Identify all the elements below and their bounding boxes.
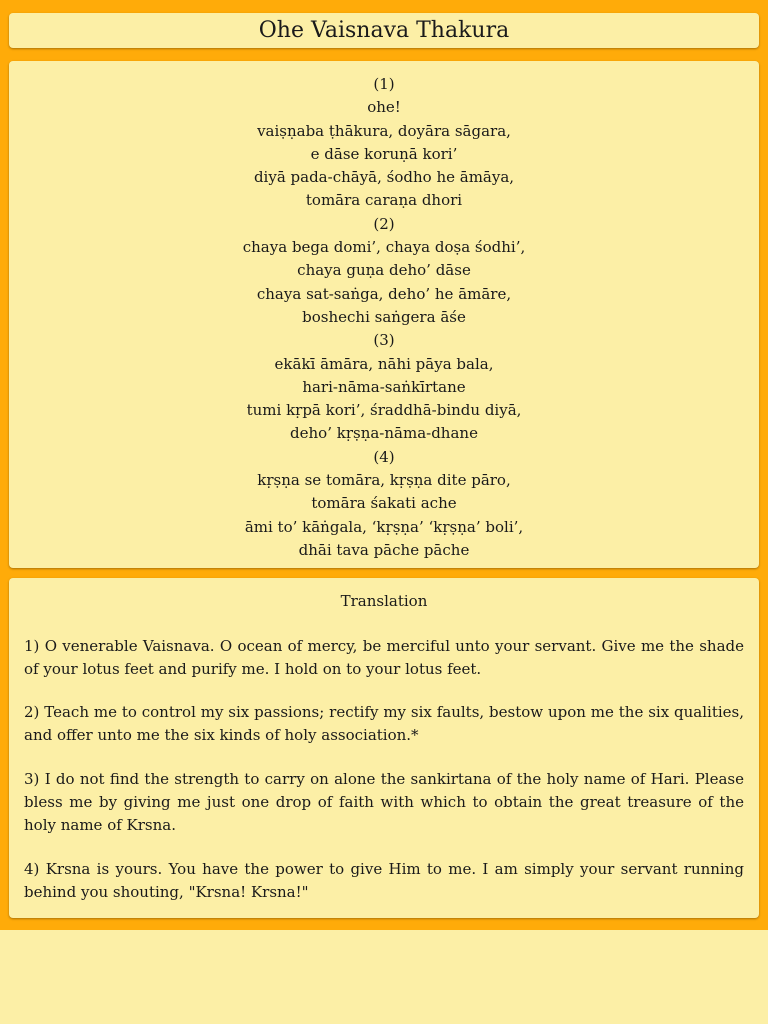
- translation-paragraph: 4) Krsna is yours. You have the power to give Him to me. I am simply your servant running behind you shouting, "Krsna! Krsna!": [24, 859, 744, 901]
- verse-line: chaya sat-saṅga, deho’ he āmāre,: [256, 284, 512, 303]
- verse-line: chaya bega domi’, chaya doṣa śodhi’,: [242, 238, 526, 257]
- verse-line: e dāse koruṇā kori’: [310, 144, 458, 163]
- verse-line: dhāi tava pāche pāche: [298, 540, 470, 559]
- verse-line: tomāra śakati ache: [311, 494, 457, 513]
- translation-paragraph: 3) I do not find the strength to carry on alone the sankirtana of the holy name of Hari. Please bless me by giving me just one drop of faith with which to obtain the great treasure of the holy name of Krsna.: [24, 769, 744, 835]
- verse-line: boshechi saṅgera āśe: [302, 307, 466, 326]
- verse-line: (4): [373, 447, 395, 466]
- verse-line: ekākī āmāra, nāhi pāya bala,: [274, 354, 494, 373]
- verse-line: āmi to’ kāṅgala, ‘kṛṣṇa’ ‘kṛṣṇa’ boli’,: [244, 517, 524, 536]
- title-card: [9, 13, 759, 48]
- translation-paragraph: 2) Teach me to control my six passions; rectify my six faults, bestow upon me the six qualities, and offer unto me the six kinds of holy association.*: [24, 703, 744, 745]
- verse-line: kṛṣṇa se tomāra, kṛṣṇa dite pāro,: [257, 471, 511, 490]
- translation-heading: Translation: [340, 592, 428, 611]
- verse-line: tomāra caraṇa dhori: [305, 191, 463, 210]
- page-title: Ohe Vaisnava Thakura: [258, 18, 510, 43]
- verse-line: chaya guṇa deho’ dāse: [297, 261, 471, 280]
- verse-card: [9, 61, 759, 568]
- verse-line: (2): [373, 214, 395, 233]
- verse-line: vaiṣṇaba ṭhākura, doyāra sāgara,: [257, 121, 511, 140]
- verse-line: diyā pada-chāyā, śodho he āmāya,: [253, 168, 515, 187]
- translation-paragraph: 1) O venerable Vaisnava. O ocean of mercy, be merciful unto your servant. Give me the shade of your lotus feet and purify me. I hold on to your lotus feet.: [24, 636, 744, 678]
- verse-line: tumi kṛpā kori’, śraddhā-bindu diyā,: [246, 401, 522, 420]
- verse-line: hari-nāma-saṅkīrtane: [302, 377, 466, 396]
- translation-card: [9, 578, 759, 918]
- verse-line: deho’ kṛṣṇa-nāma-dhane: [290, 424, 478, 443]
- verse-line: (1): [373, 75, 395, 93]
- verse-line: ohe!: [367, 98, 401, 117]
- verse-line: (3): [373, 331, 395, 350]
